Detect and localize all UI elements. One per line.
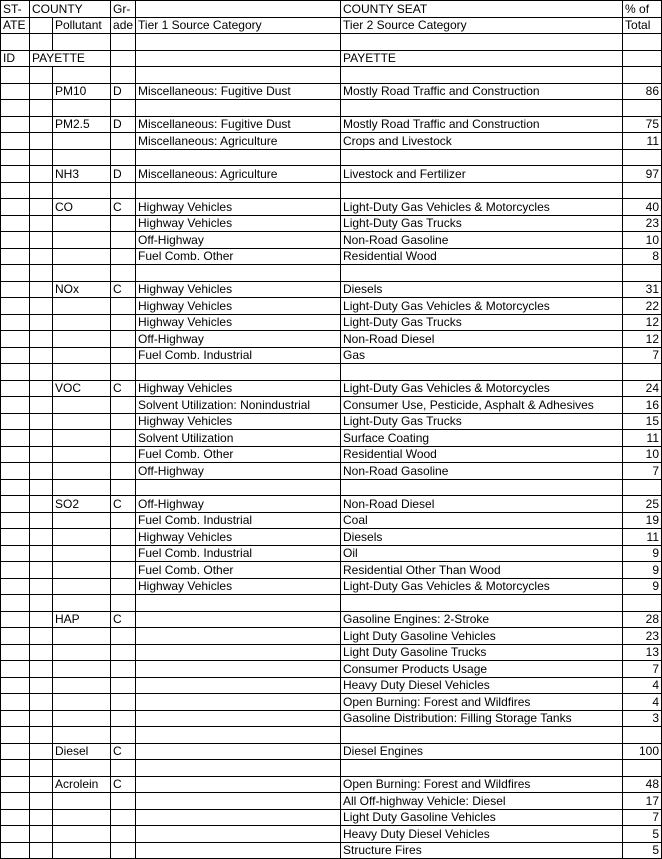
tier1-category: Highway Vehicles xyxy=(136,314,341,331)
table-row xyxy=(1,413,662,430)
table-row xyxy=(1,512,662,529)
pollutant-name xyxy=(53,793,111,810)
grade xyxy=(111,562,136,579)
tier1-category: Off-Highway xyxy=(136,496,341,513)
grade xyxy=(111,545,136,562)
table-row xyxy=(1,248,662,265)
tier1-category: Highway Vehicles xyxy=(136,199,341,216)
tier2-category: Residential Wood xyxy=(341,446,623,463)
table-row xyxy=(1,83,662,100)
header-cell xyxy=(30,17,53,34)
pollutant-name: Diesel xyxy=(53,743,111,760)
percent-total: 11 xyxy=(623,133,662,150)
tier1-category xyxy=(136,793,341,810)
table-row xyxy=(1,298,662,315)
percent-total: 12 xyxy=(623,331,662,348)
county-row xyxy=(1,50,662,67)
tier1-category: Highway Vehicles xyxy=(136,281,341,298)
table-row xyxy=(1,430,662,447)
table-row xyxy=(1,347,662,364)
pollutant-name: Acrolein xyxy=(53,776,111,793)
percent-total: 13 xyxy=(623,644,662,661)
grade xyxy=(111,446,136,463)
pollutant-name xyxy=(53,644,111,661)
grade xyxy=(111,298,136,315)
grade: C xyxy=(111,496,136,513)
state-code: ID xyxy=(1,50,30,67)
pollutant-name xyxy=(53,578,111,595)
pollutant-name xyxy=(53,133,111,150)
tier2-category: Non-Road Gasoline xyxy=(341,463,623,480)
grade xyxy=(111,842,136,859)
pollutant-name: NOx xyxy=(53,281,111,298)
spacer-row xyxy=(1,182,662,199)
pollutant-name: HAP xyxy=(53,611,111,628)
tier1-category xyxy=(136,661,341,678)
percent-total: 10 xyxy=(623,446,662,463)
table-row xyxy=(1,232,662,249)
grade: D xyxy=(111,83,136,100)
percent-total: 7 xyxy=(623,463,662,480)
tier1-category: Highway Vehicles xyxy=(136,578,341,595)
pollutant-name xyxy=(53,248,111,265)
grade: C xyxy=(111,199,136,216)
pollutant-name xyxy=(53,710,111,727)
tier2-category: Diesels xyxy=(341,281,623,298)
table-body xyxy=(1,1,662,859)
grade: D xyxy=(111,116,136,133)
tier2-category: Open Burning: Forest and Wildfires xyxy=(341,776,623,793)
grade xyxy=(111,463,136,480)
grade xyxy=(111,710,136,727)
percent-total: 11 xyxy=(623,430,662,447)
table-row xyxy=(1,281,662,298)
grade: C xyxy=(111,380,136,397)
pollutant-name xyxy=(53,809,111,826)
table-row xyxy=(1,496,662,513)
percent-total: 28 xyxy=(623,611,662,628)
tier2-category: Light-Duty Gas Vehicles & Motorcycles xyxy=(341,380,623,397)
tier1-category: Solvent Utilization: Nonindustrial xyxy=(136,397,341,414)
pollutant-name xyxy=(53,413,111,430)
percent-total: 10 xyxy=(623,232,662,249)
table-row xyxy=(1,611,662,628)
tier1-category: Fuel Comb. Industrial xyxy=(136,545,341,562)
table-row xyxy=(1,776,662,793)
pollutant-name xyxy=(53,430,111,447)
grade xyxy=(111,661,136,678)
spacer-row xyxy=(1,34,662,51)
grade xyxy=(111,826,136,843)
header-cell: Tier 1 Source Category xyxy=(136,17,341,34)
tier1-category: Off-Highway xyxy=(136,232,341,249)
pollutant-name xyxy=(53,545,111,562)
spacer-row xyxy=(1,265,662,282)
tier1-category: Off-Highway xyxy=(136,463,341,480)
percent-total: 86 xyxy=(623,83,662,100)
table-row xyxy=(1,743,662,760)
percent-total: 3 xyxy=(623,710,662,727)
spacer-row xyxy=(1,479,662,496)
percent-total: 16 xyxy=(623,397,662,414)
percent-total: 9 xyxy=(623,578,662,595)
table-row xyxy=(1,644,662,661)
percent-total: 75 xyxy=(623,116,662,133)
tier1-category: Highway Vehicles xyxy=(136,529,341,546)
pollutant-name xyxy=(53,661,111,678)
header-cell: Tier 2 Source Category xyxy=(341,17,623,34)
percent-total: 9 xyxy=(623,562,662,579)
tier1-category xyxy=(136,842,341,859)
table-row xyxy=(1,661,662,678)
percent-total: 4 xyxy=(623,677,662,694)
grade xyxy=(111,628,136,645)
pollutant-name xyxy=(53,512,111,529)
tier2-category: Coal xyxy=(341,512,623,529)
tier1-category: Highway Vehicles xyxy=(136,215,341,232)
tier1-category: Fuel Comb. Other xyxy=(136,248,341,265)
pollutant-name: CO xyxy=(53,199,111,216)
percent-total: 40 xyxy=(623,199,662,216)
grade xyxy=(111,397,136,414)
header-cell: ATE xyxy=(1,17,30,34)
table-row xyxy=(1,446,662,463)
tier2-category: Open Burning: Forest and Wildfires xyxy=(341,694,623,711)
percent-total: 7 xyxy=(623,661,662,678)
tier2-category: Diesel Engines xyxy=(341,743,623,760)
grade xyxy=(111,430,136,447)
grade xyxy=(111,133,136,150)
tier1-category: Highway Vehicles xyxy=(136,380,341,397)
percent-total: 23 xyxy=(623,628,662,645)
percent-total: 100 xyxy=(623,743,662,760)
tier1-category xyxy=(136,611,341,628)
tier1-category: Fuel Comb. Other xyxy=(136,562,341,579)
tier2-category: Non-Road Diesel xyxy=(341,496,623,513)
pollutant-name xyxy=(53,463,111,480)
tier2-category: Non-Road Gasoline xyxy=(341,232,623,249)
percent-total: 5 xyxy=(623,826,662,843)
table-row xyxy=(1,809,662,826)
percent-total: 31 xyxy=(623,281,662,298)
tier2-category: Consumer Use, Pesticide, Asphalt & Adhesives xyxy=(341,397,623,414)
tier1-category: Fuel Comb. Other xyxy=(136,446,341,463)
tier2-category: Oil xyxy=(341,545,623,562)
pollutant-name xyxy=(53,215,111,232)
grade: C xyxy=(111,743,136,760)
grade: D xyxy=(111,166,136,183)
percent-total: 11 xyxy=(623,529,662,546)
header-cell: Total xyxy=(623,17,662,34)
tier2-category: Crops and Livestock xyxy=(341,133,623,150)
tier2-category: Heavy Duty Diesel Vehicles xyxy=(341,826,623,843)
pollutant-name xyxy=(53,677,111,694)
table-row xyxy=(1,842,662,859)
grade xyxy=(111,694,136,711)
tier2-category: Light Duty Gasoline Vehicles xyxy=(341,809,623,826)
tier2-category: Gas xyxy=(341,347,623,364)
tier2-category: Light-Duty Gas Trucks xyxy=(341,215,623,232)
grade xyxy=(111,215,136,232)
tier2-category: Gasoline Engines: 2-Stroke xyxy=(341,611,623,628)
tier1-category: Miscellaneous: Fugitive Dust xyxy=(136,83,341,100)
table-row xyxy=(1,463,662,480)
tier2-category: Light-Duty Gas Vehicles & Motorcycles xyxy=(341,578,623,595)
percent-total: 17 xyxy=(623,793,662,810)
tier1-category xyxy=(136,677,341,694)
tier2-category: Livestock and Fertilizer xyxy=(341,166,623,183)
pollutant-name: PM2.5 xyxy=(53,116,111,133)
tier2-category: Residential Wood xyxy=(341,248,623,265)
spacer-row xyxy=(1,100,662,117)
header-row-2 xyxy=(1,17,662,34)
pollutant-name: PM10 xyxy=(53,83,111,100)
percent-total: 5 xyxy=(623,842,662,859)
table-row xyxy=(1,331,662,348)
spacer-row xyxy=(1,364,662,381)
grade xyxy=(111,512,136,529)
grade: C xyxy=(111,281,136,298)
tier1-category: Fuel Comb. Industrial xyxy=(136,512,341,529)
pollutant-name xyxy=(53,314,111,331)
header-cell: COUNTY xyxy=(30,1,111,18)
percent-total: 8 xyxy=(623,248,662,265)
pollutant-name: VOC xyxy=(53,380,111,397)
tier1-category xyxy=(136,644,341,661)
percent-total: 7 xyxy=(623,809,662,826)
tier2-category: Surface Coating xyxy=(341,430,623,447)
spacer-row xyxy=(1,149,662,166)
county-name: PAYETTE xyxy=(30,50,111,67)
table-row xyxy=(1,215,662,232)
pollutant-name xyxy=(53,298,111,315)
grade xyxy=(111,413,136,430)
table-row xyxy=(1,529,662,546)
pollutant-name xyxy=(53,331,111,348)
percent-total: 4 xyxy=(623,694,662,711)
table-row xyxy=(1,133,662,150)
tier1-category xyxy=(136,628,341,645)
spacer-row xyxy=(1,67,662,84)
tier2-category: Light-Duty Gas Trucks xyxy=(341,314,623,331)
grade xyxy=(111,232,136,249)
header-cell: Pollutant xyxy=(53,17,111,34)
tier2-category: Light-Duty Gas Trucks xyxy=(341,413,623,430)
county-seat: PAYETTE xyxy=(341,50,623,67)
percent-total: 7 xyxy=(623,347,662,364)
grade xyxy=(111,331,136,348)
tier2-category: Mostly Road Traffic and Construction xyxy=(341,116,623,133)
table-row xyxy=(1,380,662,397)
table-row xyxy=(1,826,662,843)
table-row xyxy=(1,199,662,216)
grade xyxy=(111,677,136,694)
percent-total: 12 xyxy=(623,314,662,331)
header-cell: ade xyxy=(111,17,136,34)
tier2-category: Mostly Road Traffic and Construction xyxy=(341,83,623,100)
tier1-category xyxy=(136,710,341,727)
pollutant-name xyxy=(53,628,111,645)
percent-total: 48 xyxy=(623,776,662,793)
spacer-row xyxy=(1,727,662,744)
tier2-category: Light Duty Gasoline Trucks xyxy=(341,644,623,661)
tier2-category: All Off-highway Vehicle: Diesel xyxy=(341,793,623,810)
header-cell: ST- xyxy=(1,1,30,18)
tier2-category: Consumer Products Usage xyxy=(341,661,623,678)
tier2-category: Non-Road Diesel xyxy=(341,331,623,348)
table-row xyxy=(1,166,662,183)
spacer-row xyxy=(1,760,662,777)
header-cell xyxy=(136,1,341,18)
tier1-category xyxy=(136,826,341,843)
pollutant-name xyxy=(53,826,111,843)
tier2-category: Light-Duty Gas Vehicles & Motorcycles xyxy=(341,199,623,216)
grade xyxy=(111,248,136,265)
pollutant-name xyxy=(53,446,111,463)
pollutant-name xyxy=(53,232,111,249)
pollutant-name xyxy=(53,529,111,546)
table-row xyxy=(1,793,662,810)
tier1-category xyxy=(136,776,341,793)
percent-total: 97 xyxy=(623,166,662,183)
tier1-category: Off-Highway xyxy=(136,331,341,348)
pollutant-name: SO2 xyxy=(53,496,111,513)
grade xyxy=(111,793,136,810)
tier1-category xyxy=(136,743,341,760)
grade xyxy=(111,314,136,331)
pollutant-name xyxy=(53,397,111,414)
tier1-category: Miscellaneous: Fugitive Dust xyxy=(136,116,341,133)
table-row xyxy=(1,397,662,414)
tier2-category: Diesels xyxy=(341,529,623,546)
header-cell: % of xyxy=(623,1,662,18)
tier2-category: Gasoline Distribution: Filling Storage Tanks xyxy=(341,710,623,727)
tier1-category xyxy=(136,694,341,711)
tier2-category: Residential Other Than Wood xyxy=(341,562,623,579)
table-row xyxy=(1,694,662,711)
tier1-category: Miscellaneous: Agriculture xyxy=(136,166,341,183)
pollutant-name xyxy=(53,347,111,364)
tier2-category: Light Duty Gasoline Vehicles xyxy=(341,628,623,645)
grade xyxy=(111,809,136,826)
percent-total: 22 xyxy=(623,298,662,315)
table-row xyxy=(1,628,662,645)
percent-total: 9 xyxy=(623,545,662,562)
header-cell: Gr- xyxy=(111,1,136,18)
pollutant-name xyxy=(53,562,111,579)
tier1-category: Highway Vehicles xyxy=(136,413,341,430)
table-row xyxy=(1,578,662,595)
pollutant-name: NH3 xyxy=(53,166,111,183)
tier1-category: Fuel Comb. Industrial xyxy=(136,347,341,364)
percent-total: 23 xyxy=(623,215,662,232)
table-row xyxy=(1,314,662,331)
table-row xyxy=(1,710,662,727)
percent-total: 15 xyxy=(623,413,662,430)
tier1-category xyxy=(136,809,341,826)
table-row xyxy=(1,545,662,562)
percent-total: 19 xyxy=(623,512,662,529)
table-row xyxy=(1,562,662,579)
grade: C xyxy=(111,776,136,793)
pollutant-name xyxy=(53,842,111,859)
grade xyxy=(111,347,136,364)
grade: C xyxy=(111,611,136,628)
tier1-category: Highway Vehicles xyxy=(136,298,341,315)
pollutant-name xyxy=(53,694,111,711)
percent-total: 24 xyxy=(623,380,662,397)
grade xyxy=(111,578,136,595)
grade xyxy=(111,644,136,661)
header-cell: COUNTY SEAT xyxy=(341,1,623,18)
tier1-category: Solvent Utilization xyxy=(136,430,341,447)
header-row-1 xyxy=(1,1,662,18)
spacer-row xyxy=(1,595,662,612)
table-row xyxy=(1,677,662,694)
grade xyxy=(111,529,136,546)
tier1-category: Miscellaneous: Agriculture xyxy=(136,133,341,150)
tier2-category: Heavy Duty Diesel Vehicles xyxy=(341,677,623,694)
table-row xyxy=(1,116,662,133)
tier2-category: Structure Fires xyxy=(341,842,623,859)
percent-total: 25 xyxy=(623,496,662,513)
tier2-category: Light-Duty Gas Vehicles & Motorcycles xyxy=(341,298,623,315)
